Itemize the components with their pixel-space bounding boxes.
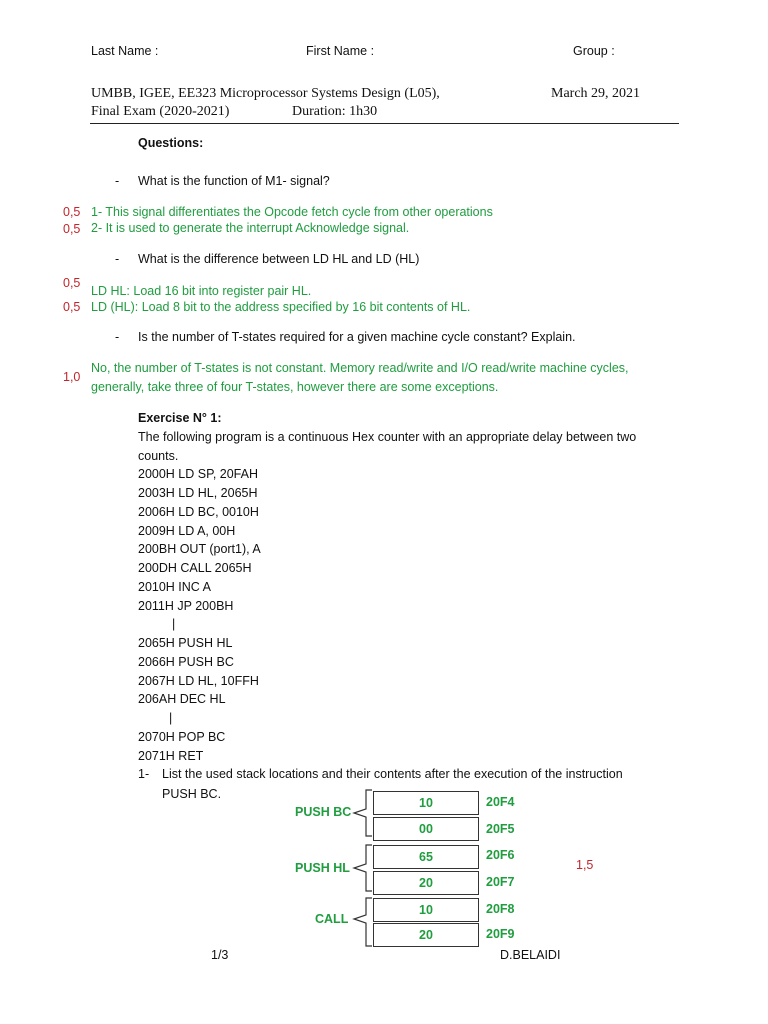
brace-group <box>350 788 374 950</box>
mark-q2-b: 0,5 <box>63 300 81 314</box>
code-line: 2009H LD A, 00H <box>138 524 236 538</box>
page-number: 1/3 <box>211 948 229 962</box>
answer-q1-line2: 2- It is used to generate the interrupt Acknowledge signal. <box>91 221 410 235</box>
group-label: Group : <box>573 44 615 58</box>
bullet-dash: - <box>115 252 120 266</box>
stack-address: 20F6 <box>486 848 515 862</box>
course-title: UMBB, IGEE, EE323 Microprocessor Systems Design (L05), <box>91 86 440 101</box>
push-hl-label: PUSH HL <box>295 861 350 875</box>
code-separator: | <box>169 711 173 725</box>
code-line: 200DH CALL 2065H <box>138 561 252 575</box>
code-line: 206AH DEC HL <box>138 692 226 706</box>
exam-title: Final Exam (2020-2021) <box>91 104 230 119</box>
code-line: 2065H PUSH HL <box>138 636 233 650</box>
code-line: 2066H PUSH BC <box>138 655 234 669</box>
code-line: 2071H RET <box>138 749 204 763</box>
code-line: 2003H LD HL, 2065H <box>138 486 258 500</box>
task-1-cont: PUSH BC. <box>162 787 222 801</box>
code-separator: | <box>172 617 176 631</box>
mark-q1-a: 0,5 <box>63 205 81 219</box>
answer-q3-line1: No, the number of T-states is not constant. Memory read/write and I/O read/write machine cycles, <box>91 361 629 375</box>
push-bc-label: PUSH BC <box>295 805 352 819</box>
exercise-intro: The following program is a continuous Hex counter with an appropriate delay between two <box>138 430 637 444</box>
stack-address: 20F8 <box>486 902 515 916</box>
stack-address: 20F9 <box>486 927 515 941</box>
stack-cell: 20 <box>373 871 479 895</box>
stack-cell: 10 <box>373 898 479 922</box>
first-name-label: First Name : <box>306 44 375 58</box>
last-name-label: Last Name : <box>91 44 159 58</box>
stack-cell: 10 <box>373 791 479 815</box>
answer-q1-line1: 1- This signal differentiates the Opcode fetch cycle from other operations <box>91 205 493 219</box>
exercise-heading: Exercise N° 1: <box>138 411 222 425</box>
stack-address: 20F7 <box>486 875 515 889</box>
mark-q3: 1,0 <box>63 370 81 384</box>
answer-q2-line2: LD (HL): Load 8 bit to the address specified by 16 bit contents of HL. <box>91 300 471 314</box>
question-2: What is the difference between LD HL and LD (HL) <box>138 252 420 266</box>
questions-heading: Questions: <box>138 136 204 150</box>
mark-q2-a: 0,5 <box>63 276 81 290</box>
question-1: What is the function of M1- signal? <box>138 174 330 188</box>
stack-address: 20F4 <box>486 795 515 809</box>
stack-cell: 20 <box>373 923 479 947</box>
task-number: 1- <box>138 767 150 781</box>
exam-duration: Duration: 1h30 <box>292 104 378 119</box>
stack-cell: 00 <box>373 817 479 841</box>
bullet-dash: - <box>115 330 120 344</box>
stack-address: 20F5 <box>486 822 515 836</box>
answer-q3-line2: generally, take three of four T-states, however there are some exceptions. <box>91 380 499 394</box>
mark-exercise: 1,5 <box>576 858 594 872</box>
exercise-intro-cont: counts. <box>138 449 179 463</box>
exam-date: March 29, 2021 <box>551 86 641 101</box>
bullet-dash: - <box>115 174 120 188</box>
call-label: CALL <box>315 912 349 926</box>
stack-cell: 65 <box>373 845 479 869</box>
code-line: 2067H LD HL, 10FFH <box>138 674 259 688</box>
code-line: 2070H POP BC <box>138 730 226 744</box>
code-line: 2011H JP 200BH <box>138 599 234 613</box>
code-line: 2000H LD SP, 20FAH <box>138 467 258 481</box>
code-line: 200BH OUT (port1), A <box>138 542 261 556</box>
header-rule <box>90 123 679 124</box>
mark-q1-b: 0,5 <box>63 222 81 236</box>
author: D.BELAIDI <box>500 948 561 962</box>
answer-q2-line1: LD HL: Load 16 bit into register pair HL. <box>91 284 312 298</box>
code-line: 2006H LD BC, 0010H <box>138 505 259 519</box>
question-3: Is the number of T-states required for a given machine cycle constant? Explain. <box>138 330 576 344</box>
code-line: 2010H INC A <box>138 580 211 594</box>
task-1: List the used stack locations and their contents after the execution of the instruction <box>162 767 623 781</box>
